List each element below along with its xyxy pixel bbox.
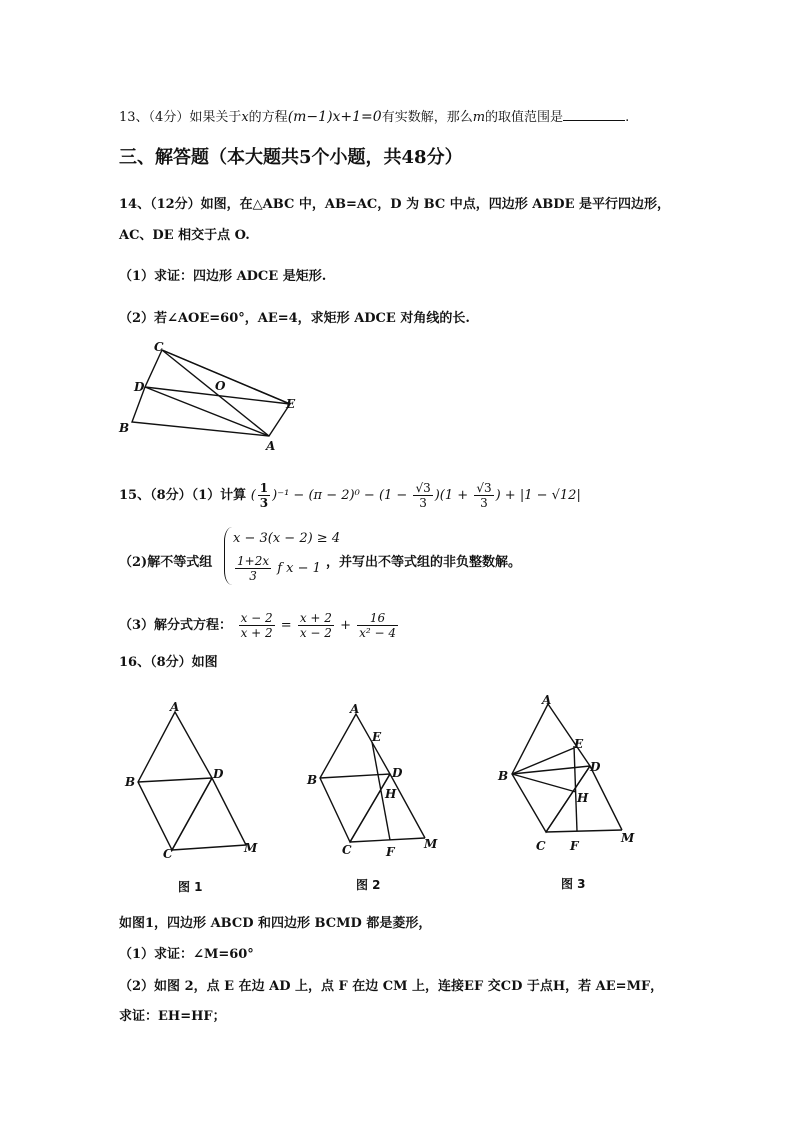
fig3-rhombus-ABCD (512, 704, 590, 832)
fig3-label-H: H (577, 791, 589, 805)
q14-stem-line1: 14、（12分）如图，在△ABC 中，AB=AC，D 为 BC 中点，四边形 ABDE 是平行四边形， (119, 197, 671, 212)
fig1-segment-BD (138, 778, 212, 782)
q13-after: 有实数解，那么 (381, 110, 473, 125)
q14-label-A: A (266, 439, 276, 453)
q13-end: . (625, 110, 630, 125)
fig1-label-D: D (213, 767, 224, 781)
q13-line (119, 108, 629, 127)
q15-part2-prefix: （2)解不等式组 (119, 555, 213, 570)
q15-fraction-one-third: $\frac{1}{3}$ (259, 481, 269, 510)
fig2-segment-DM (390, 774, 425, 838)
q16-description: 如图1，四边形 ABCD 和四边形 BCMD 都是菱形， (119, 916, 432, 931)
q16-figure-1 (120, 700, 270, 860)
q14-outline (132, 350, 290, 436)
q15-expr-part-a: )⁻¹ − (π − 2)⁰ − (1 − (272, 488, 412, 503)
q15-part1-prefix: 15、（8分）（1）计算 (119, 488, 247, 503)
q16-figure-2 (300, 700, 450, 860)
fig3-segment-CM (546, 830, 622, 832)
fig2-label-D: D (392, 766, 403, 780)
q15-inequality-2-rest: f x − 1 (277, 561, 321, 576)
fig1-label-A: A (170, 700, 180, 714)
fig3-segment-DM (590, 766, 622, 830)
fig2-label-H: H (385, 787, 397, 801)
q14-label-B: B (119, 421, 130, 435)
q15-part1: 15、（8分）（1）计算 ( $\frac{1}{3}$ )⁻¹ − (π − 2)⁰ − (1 − $\frac{√3}{3}$ )(1 + $\frac{√3}{3}$ ) + |1 − √12| (119, 481, 581, 510)
q15-eq-right-fraction-1: $\frac{x + 2}{x - 2}$ (299, 611, 332, 640)
q16-part2-line2: 求证：EH=HF； (119, 1009, 226, 1024)
q14-label-O: O (215, 379, 226, 393)
figure-2-caption: 图 2 (356, 878, 381, 892)
q13-mid: 的方程 (248, 110, 288, 125)
section-3-heading: 三、解答题（本大题共5个小题，共48分） (119, 147, 463, 168)
fig3-label-F: F (570, 839, 579, 853)
fig2-segment-BD (320, 774, 390, 778)
q15-inequality-2-fraction: $\frac{1+2x}{3}$ (237, 554, 270, 583)
q15-expr-part-b: )(1 + (434, 488, 473, 503)
fig1-label-B: B (125, 775, 136, 789)
q15-part2-suffix: ，并写出不等式组的非负整数解。 (326, 555, 522, 570)
fig3-label-B: B (498, 769, 509, 783)
fig2-label-C: C (342, 843, 352, 857)
fig1-label-C: C (163, 847, 173, 861)
fig3-segment-BD (512, 766, 590, 774)
q14-segment-CA (162, 350, 269, 436)
q13-var-m: m (472, 110, 486, 125)
fig2-label-E: E (372, 730, 382, 744)
fig1-label-M: M (244, 841, 258, 855)
fig2-label-M: M (424, 837, 438, 851)
fig2-label-B: B (307, 773, 318, 787)
figure-1-caption: 图 1 (178, 880, 203, 894)
q14-stem-line2: AC、DE 相交于点 O. (119, 228, 250, 243)
q16-part1: （1）求证：∠M=60° (119, 947, 254, 962)
q14-label-E: E (286, 397, 296, 411)
q15-inequality-1: x − 3(x − 2) ≥ 4 (233, 531, 341, 546)
q15-inequality-2 (233, 554, 321, 584)
q14-label-D: D (134, 380, 145, 394)
q15-fraction-root3-b: $\frac{√3}{3}$ (476, 481, 492, 510)
fig1-segment-DC (172, 778, 212, 850)
fig3-segment-BE (512, 748, 574, 774)
q15-part3-prefix: （3）解分式方程： (119, 618, 233, 633)
q13-prefix: 13、（4分）如果关于 (119, 110, 242, 125)
fig2-label-F: F (386, 845, 395, 859)
q16-part2-line1: （2）如图 2，点 E 在边 AD 上，点 F 在边 CM 上，连接EF 交CD 于点H，若 AE=MF， (119, 979, 664, 994)
q15-part3: （3）解分式方程： $\frac{x - 2}{x + 2}$ = $\frac{x + 2}{x - 2}$ + $\frac{16}{\text{x² − 4}}$ (119, 611, 397, 640)
fig3-label-A: A (542, 693, 552, 707)
fig3-label-C: C (536, 839, 546, 853)
fig3-label-D: D (590, 760, 601, 774)
q14-part1: （1）求证：四边形 ADCE 是矩形. (119, 269, 327, 284)
q15-expr-part-c: ) + |1 − √12| (495, 488, 581, 503)
q14-label-C: C (154, 340, 164, 354)
fig3-label-E: E (574, 737, 584, 751)
q13-suffix: 的取值范围是 (485, 110, 564, 125)
fig1-segment-CM (172, 845, 246, 850)
q16-stem: 16、（8分）如图 (119, 655, 218, 670)
figure-3-caption: 图 3 (561, 877, 586, 891)
q13-answer-blank (563, 108, 625, 121)
q15-eq-right-fraction-2: $\frac{16}{\text{x² − 4}}$ (359, 611, 397, 640)
q14-figure (110, 338, 310, 458)
q15-fraction-root3-a: $\frac{√3}{3}$ (415, 481, 431, 510)
fig1-segment-DM (212, 778, 246, 845)
q16-figure-3 (490, 690, 650, 860)
fig3-label-M: M (621, 831, 635, 845)
q13-var-x: x (241, 110, 249, 125)
q15-eq-left-fraction: $\frac{x - 2}{x + 2}$ (240, 611, 273, 640)
fig2-segment-CM (350, 838, 425, 842)
q15-system-brace (224, 527, 233, 585)
q14-part2: （2）若∠AOE=60°，AE=4，求矩形 ADCE 对角线的长. (119, 311, 470, 326)
q13-equation: (m−1)x+1=0 (287, 109, 382, 125)
fig2-label-A: A (350, 702, 360, 716)
